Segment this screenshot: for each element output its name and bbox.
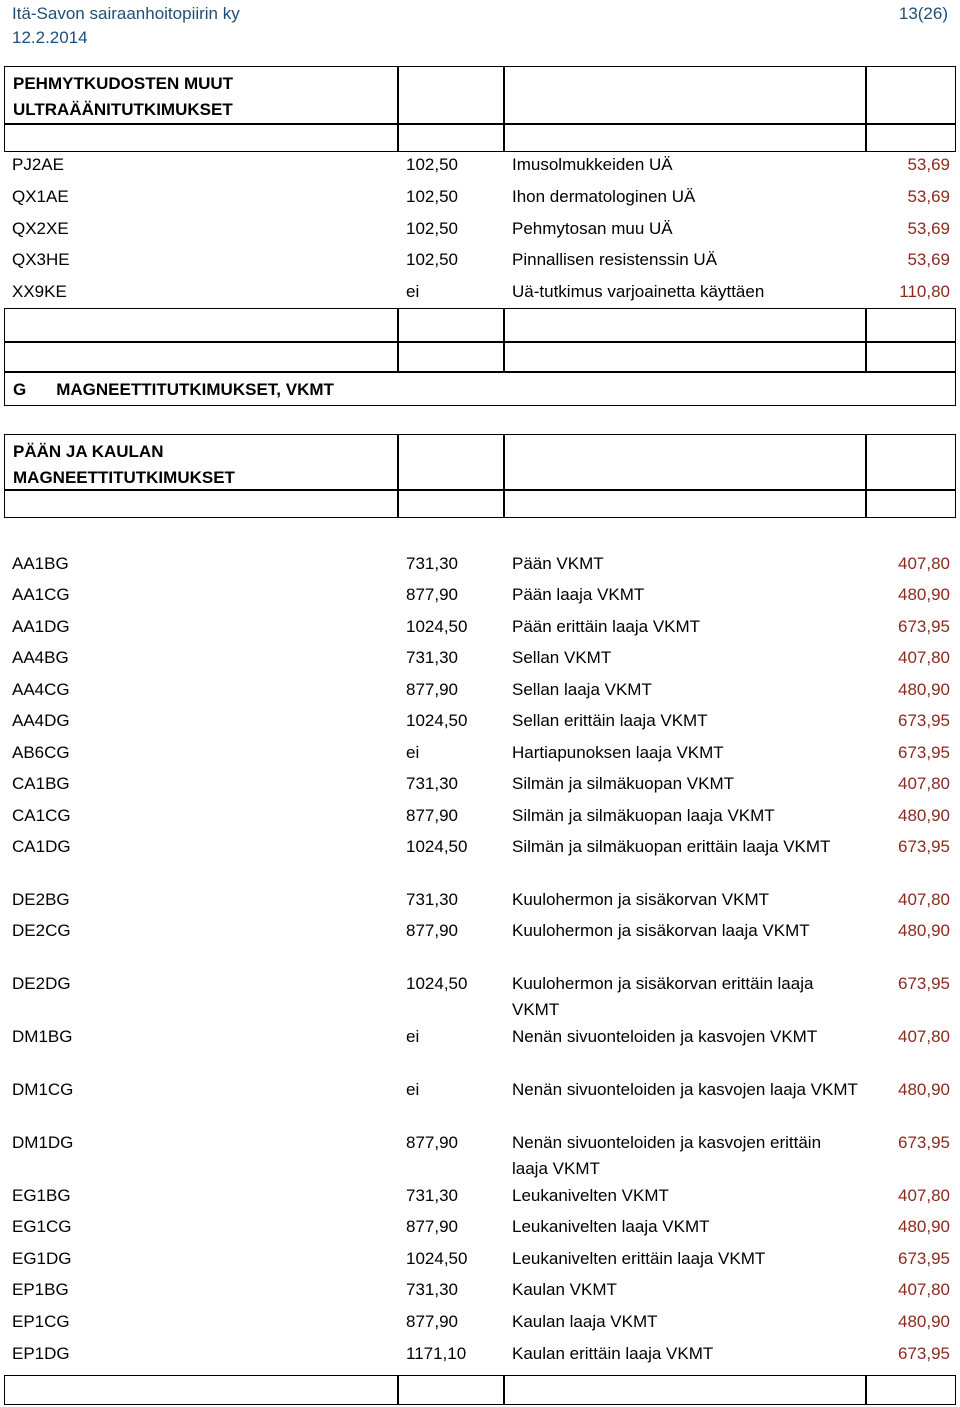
table-row [4, 551, 956, 582]
table-row [4, 152, 956, 184]
procedure-description: Silmän ja silmäkuopan VKMT [512, 774, 735, 793]
page-header-left [12, 2, 240, 50]
procedure-code: QX3HE [12, 250, 70, 269]
reference-price: 877,90 [406, 1133, 458, 1152]
procedure-description: Pehmytosan muu UÄ [512, 219, 673, 238]
procedure-code: EG1BG [12, 1186, 71, 1205]
reference-price: 877,90 [406, 1312, 458, 1331]
section-heading-row [4, 66, 956, 124]
procedure-code: AA1BG [12, 554, 69, 573]
procedure-description: Sellan laaja VKMT [512, 680, 652, 699]
table-row [4, 1024, 956, 1077]
procedure-price: 53,69 [907, 187, 950, 206]
reference-price: 102,50 [406, 250, 458, 269]
procedure-price: 407,80 [898, 1027, 950, 1046]
procedure-price: 407,80 [898, 1186, 950, 1205]
table-row [4, 582, 956, 614]
procedure-code: DM1CG [12, 1080, 74, 1099]
procedure-description: Kaulan VKMT [512, 1280, 617, 1299]
procedure-code: DE2BG [12, 890, 70, 909]
procedure-code: AA4DG [12, 711, 70, 730]
reference-price: 877,90 [406, 585, 458, 604]
reference-price: 1024,50 [406, 617, 468, 636]
reference-price: 1024,50 [406, 837, 468, 856]
procedure-price: 673,95 [898, 974, 950, 993]
table-row [4, 645, 956, 677]
section-heading-row [4, 434, 956, 490]
procedure-description: Nenän sivuonteloiden ja kasvojen erittäin laaja VKMT [512, 1133, 822, 1178]
procedure-code: AB6CG [12, 743, 70, 762]
table-row [4, 918, 956, 971]
section-title-head-neck-mri: PÄÄN JA KAULAN MAGNEETTITUTKIMUKSET [4, 434, 398, 490]
procedure-code: DE2CG [12, 921, 71, 940]
reference-price: 731,30 [406, 554, 458, 573]
procedure-price: 53,69 [907, 155, 950, 174]
document-date: 12.2.2014 [12, 28, 88, 47]
procedure-code: QX1AE [12, 187, 69, 206]
procedure-description: Leukanivelten VKMT [512, 1186, 669, 1205]
procedure-code: AA1CG [12, 585, 70, 604]
reference-price: 877,90 [406, 806, 458, 825]
reference-price: 731,30 [406, 890, 458, 909]
procedure-price: 673,95 [898, 1249, 950, 1268]
reference-price: 731,30 [406, 1280, 458, 1299]
table-row [4, 677, 956, 708]
procedure-price: 480,90 [898, 1217, 950, 1236]
reference-price: 1024,50 [406, 711, 468, 730]
procedure-code: EP1CG [12, 1312, 70, 1331]
reference-price: 102,50 [406, 187, 458, 206]
spacer-row [4, 490, 956, 518]
table-row [4, 247, 956, 279]
reference-price: 1024,50 [406, 974, 468, 993]
spacer-row [4, 308, 956, 342]
page-number: 13(26) [898, 4, 948, 23]
procedure-description: Pään VKMT [512, 554, 604, 573]
table-row [4, 614, 956, 645]
procedure-description: Sellan erittäin laaja VKMT [512, 711, 708, 730]
procedure-price: 480,90 [898, 1080, 950, 1099]
procedure-description: Uä-tutkimus varjoainetta käyttäen [512, 282, 765, 301]
procedure-description: Pään erittäin laaja VKMT [512, 617, 701, 636]
table-row [4, 1077, 956, 1130]
procedure-code: XX9KE [12, 282, 67, 301]
procedure-description: Kuulohermon ja sisäkorvan laaja VKMT [512, 921, 810, 940]
table-row [4, 740, 956, 771]
spacer-row [4, 124, 956, 152]
reference-price: ei [406, 1080, 420, 1099]
procedure-description: Nenän sivuonteloiden ja kasvojen laaja VKMT [512, 1080, 858, 1099]
procedure-price: 407,80 [898, 648, 950, 667]
procedure-description: Leukanivelten erittäin laaja VKMT [512, 1249, 766, 1268]
reference-price: 1024,50 [406, 1249, 468, 1268]
procedure-code: DM1BG [12, 1027, 73, 1046]
procedure-description: Nenän sivuonteloiden ja kasvojen VKMT [512, 1027, 818, 1046]
spacer-row [4, 342, 956, 372]
procedure-price: 53,69 [907, 219, 950, 238]
reference-price: ei [406, 743, 420, 762]
procedure-description: Imusolmukkeiden UÄ [512, 155, 673, 174]
reference-price: 102,50 [406, 155, 458, 174]
procedure-price: 673,95 [898, 617, 950, 636]
procedure-code: CA1BG [12, 774, 70, 793]
procedure-code: AA1DG [12, 617, 70, 636]
procedure-description: Silmän ja silmäkuopan laaja VKMT [512, 806, 775, 825]
procedure-code: EG1CG [12, 1217, 72, 1236]
procedure-description: Kuulohermon ja sisäkorvan VKMT [512, 890, 770, 909]
table-row [4, 1214, 956, 1246]
procedure-description: Sellan VKMT [512, 648, 612, 667]
table-row [4, 216, 956, 247]
procedure-price: 407,80 [898, 890, 950, 909]
spacer-row [4, 1375, 956, 1405]
procedure-price: 480,90 [898, 585, 950, 604]
table-row [4, 1246, 956, 1277]
procedure-price: 407,80 [898, 554, 950, 573]
table-row [4, 708, 956, 740]
reference-price: 731,30 [406, 648, 458, 667]
table-row [4, 279, 956, 311]
procedure-price: 673,95 [898, 1133, 950, 1152]
reference-price: ei [406, 1027, 420, 1046]
table-row [4, 184, 956, 216]
procedure-price: 480,90 [898, 680, 950, 699]
section-title-soft-tissue-ultrasound: PEHMYTKUDOSTEN MUUT ULTRAÄÄNITUTKIMUKSET [4, 66, 398, 124]
table-row [4, 887, 956, 918]
procedure-price: 407,80 [898, 774, 950, 793]
procedure-price: 407,80 [898, 1280, 950, 1299]
procedure-code: EP1BG [12, 1280, 69, 1299]
procedure-price: 480,90 [898, 921, 950, 940]
table-row [4, 803, 956, 834]
table-row [4, 971, 956, 1024]
procedure-description: Leukanivelten laaja VKMT [512, 1217, 710, 1236]
procedure-price: 480,90 [898, 1312, 950, 1331]
procedure-code: DM1DG [12, 1133, 74, 1152]
procedure-description: Silmän ja silmäkuopan erittäin laaja VKMT [512, 837, 831, 856]
procedure-price: 110,80 [899, 282, 950, 301]
reference-price: 731,30 [406, 1186, 458, 1205]
table-row [4, 834, 956, 887]
procedure-code: AA4BG [12, 648, 69, 667]
reference-price: ei [406, 282, 420, 301]
table-row [4, 1183, 956, 1214]
table-row [4, 1309, 956, 1341]
reference-price: 877,90 [406, 921, 458, 940]
procedure-price: 53,69 [907, 250, 950, 269]
procedure-price: 673,95 [898, 743, 950, 762]
procedure-code: CA1CG [12, 806, 71, 825]
procedure-price: 673,95 [898, 711, 950, 730]
procedure-price: 480,90 [898, 806, 950, 825]
procedure-description: Kaulan laaja VKMT [512, 1312, 658, 1331]
table-row [4, 1277, 956, 1309]
procedure-description: Pään laaja VKMT [512, 585, 645, 604]
procedure-description: Pinnallisen resistenssin UÄ [512, 250, 718, 269]
procedure-code: DE2DG [12, 974, 71, 993]
procedure-price: 673,95 [898, 837, 950, 856]
procedure-code: QX2XE [12, 219, 69, 238]
reference-price: 877,90 [406, 680, 458, 699]
table-row [4, 771, 956, 803]
procedure-description: Kuulohermon ja sisäkorvan erittäin laaja VKMT [512, 974, 814, 1019]
procedure-description: Ihon dermatologinen UÄ [512, 187, 696, 206]
section-g-heading-row [4, 372, 956, 406]
procedure-code: CA1DG [12, 837, 71, 856]
table-row [4, 1130, 956, 1183]
procedure-code: EG1DG [12, 1249, 72, 1268]
reference-price: 731,30 [406, 774, 458, 793]
procedure-code: AA4CG [12, 680, 70, 699]
section-title-mri: G MAGNEETTITUTKIMUKSET, VKMT [4, 372, 956, 406]
organization-name: Itä-Savon sairaanhoitopiirin ky [12, 4, 240, 23]
procedure-code: PJ2AE [12, 155, 64, 174]
procedure-description: Hartiapunoksen laaja VKMT [512, 743, 724, 762]
reference-price: 877,90 [406, 1217, 458, 1236]
reference-price: 102,50 [406, 219, 458, 238]
